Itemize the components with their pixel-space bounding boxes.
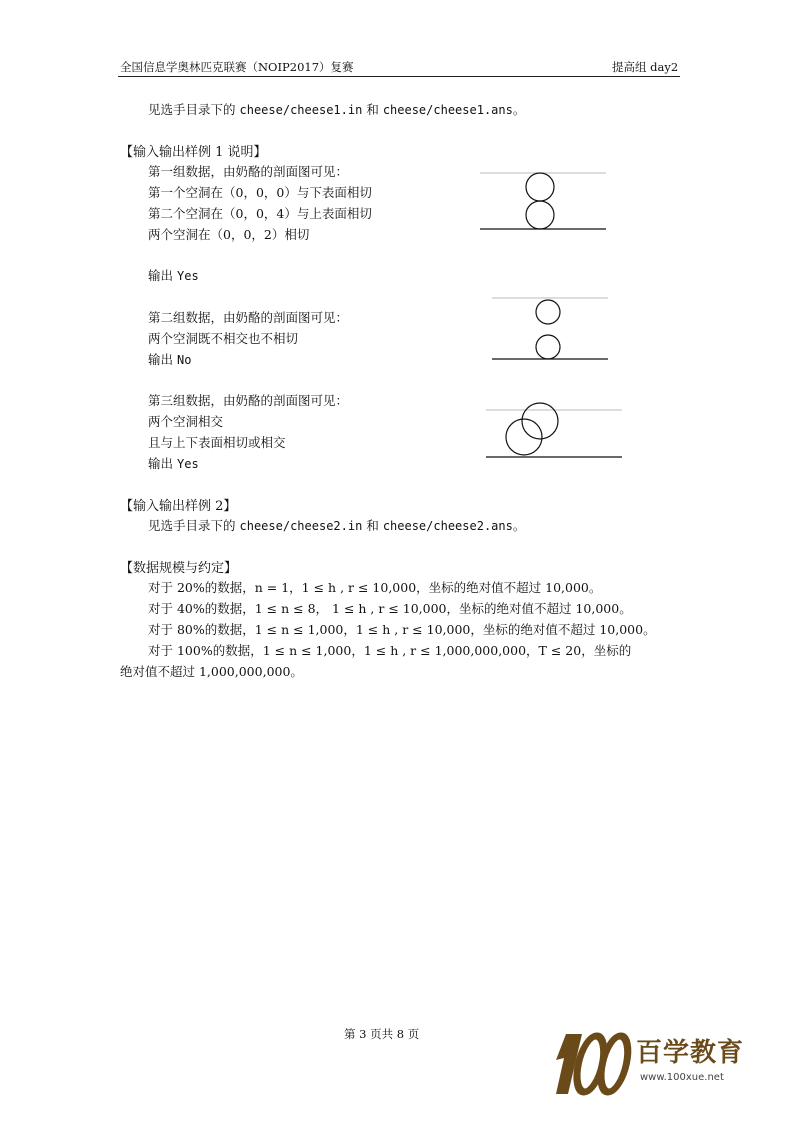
group1-output-value: Yes — [177, 269, 199, 283]
cross-section-diagram-2 — [490, 293, 610, 363]
group1-line-4: 两个空洞在（0，0，2）相切 — [148, 227, 310, 242]
cross-section-diagram-3 — [484, 398, 626, 462]
sample2-prefix: 见选手目录下的 — [148, 518, 236, 533]
group2-line-2: 两个空洞既不相交也不相切 — [148, 331, 299, 346]
group3-line-3: 且与上下表面相切或相交 — [148, 435, 286, 450]
sample2-file-in: cheese/cheese2.in — [239, 519, 363, 533]
intro-conj: 和 — [366, 102, 379, 117]
intro-file-ans: cheese/cheese1.ans — [382, 103, 513, 117]
sample2-conj: 和 — [366, 518, 379, 533]
page-number: 第 3 页共 8 页 — [344, 1027, 420, 1041]
sample1-heading: 【输入输出样例 1 说明】 — [120, 145, 267, 160]
header-section: 提高组 day2 — [612, 60, 679, 74]
group3-line-2: 两个空洞相交 — [148, 414, 224, 429]
diagram2-hole-lower — [536, 335, 560, 359]
constraint-line-20: 对于 20%的数据，n = 1，1 ≤ h , r ≤ 10,000，坐标的绝对值不超过 10,000。 — [148, 580, 602, 595]
constraint-line-80: 对于 80%的数据，1 ≤ n ≤ 1,000，1 ≤ h , r ≤ 10,000，坐标的绝对值不超过 10,000。 — [148, 622, 656, 637]
intro-suffix: 。 — [512, 102, 526, 117]
sample2-heading: 【输入输出样例 2】 — [120, 499, 237, 514]
intro-line — [148, 100, 525, 118]
group2-output-label: 输出 — [148, 352, 174, 367]
diagram1-hole-lower — [526, 201, 554, 229]
group2-output-value: No — [177, 353, 192, 367]
group3-output-label: 输出 — [148, 456, 174, 471]
diagram2-hole-upper — [536, 300, 560, 324]
constraint-line-40: 对于 40%的数据，1 ≤ n ≤ 8， 1 ≤ h , r ≤ 10,000，坐标的绝对值不超过 10,000。 — [148, 601, 632, 616]
logo-name: 百学教育 — [636, 1038, 745, 1068]
diagram3-hole-lower — [506, 419, 542, 455]
group3-line-1: 第三组数据，由奶酪的剖面图可见： — [148, 393, 349, 408]
group1-output-label: 输出 — [148, 268, 174, 283]
group1-line-3: 第二个空洞在（0，0，4）与上表面相切 — [148, 206, 372, 221]
group1-line-2: 第一个空洞在（0，0，0）与下表面相切 — [148, 185, 372, 200]
cross-section-diagram-1 — [478, 168, 608, 234]
header-divider — [118, 76, 680, 77]
group1-output — [148, 266, 199, 284]
logo-url: www.100xue.net — [640, 1072, 724, 1083]
sample2-line — [148, 516, 525, 534]
diagram1-hole-upper — [526, 173, 554, 201]
header-title: 全国信息学奥林匹克联赛（NOIP2017）复赛 — [120, 60, 354, 74]
constraints-heading: 【数据规模与约定】 — [120, 561, 238, 576]
sample2-file-ans: cheese/cheese2.ans — [382, 519, 513, 533]
intro-file-in: cheese/cheese1.in — [239, 103, 363, 117]
constraint-line-continuation: 绝对值不超过 1,000,000,000。 — [120, 664, 303, 679]
intro-prefix: 见选手目录下的 — [148, 102, 236, 117]
diagram3-hole-upper — [522, 403, 558, 439]
group3-output — [148, 454, 199, 472]
logo-mark-icon — [552, 1028, 634, 1100]
group1-line-1: 第一组数据，由奶酪的剖面图可见： — [148, 164, 349, 179]
brand-logo — [552, 1028, 745, 1100]
constraint-line-100: 对于 100%的数据，1 ≤ n ≤ 1,000，1 ≤ h , r ≤ 1,000,000,000，T ≤ 20，坐标的 — [148, 643, 632, 658]
group2-output — [148, 350, 191, 368]
group2-line-1: 第二组数据，由奶酪的剖面图可见： — [148, 310, 349, 325]
sample2-suffix: 。 — [512, 518, 526, 533]
group3-output-value: Yes — [177, 457, 199, 471]
